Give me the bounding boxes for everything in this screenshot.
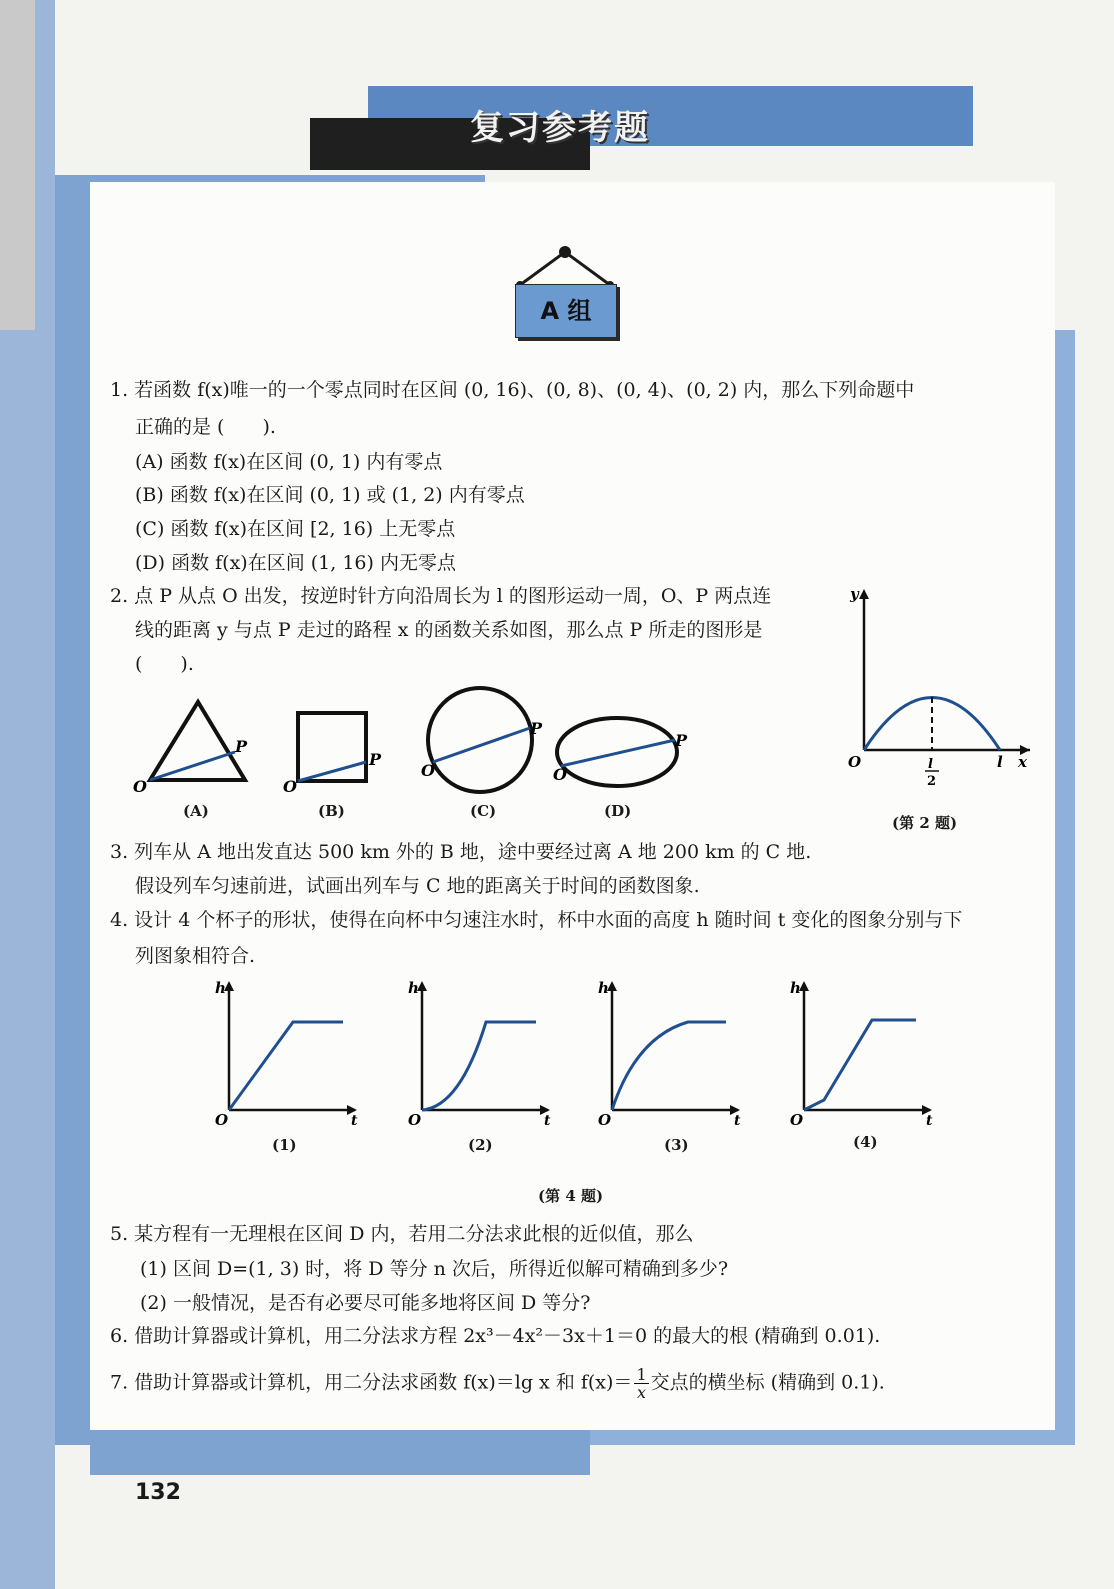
q4-2-h: h	[408, 979, 419, 997]
q4-label-4: (4)	[853, 1133, 878, 1151]
left-grey-strip	[0, 0, 35, 330]
q7-line1	[110, 1366, 885, 1401]
q1-option-a: (A) 函数 f(x)在区间 (0, 1) 内有零点	[135, 451, 443, 473]
page-title: 复习参考题	[470, 108, 650, 148]
q2-option-b-label: (B)	[318, 802, 345, 820]
q5-line2: (1) 区间 D=(1, 3) 时，将 D 等分 n 次后，所得近似解可精确到多少?	[140, 1258, 729, 1280]
q2-c-o: O	[421, 761, 435, 780]
q4-1-t: t	[351, 1113, 358, 1125]
q4-3-t: t	[734, 1113, 741, 1125]
sign-string	[510, 240, 620, 290]
q4-caption: (第 4 题)	[538, 1187, 604, 1205]
q2-ellipse	[553, 718, 688, 786]
q5-line1: 5. 某方程有一无理根在区间 D 内，若用二分法求此根的近似值，那么	[110, 1223, 694, 1245]
q7-frac-den: x	[637, 1383, 647, 1402]
q2-a-o: O	[133, 777, 147, 796]
q2-d-p: P	[675, 731, 688, 750]
q5-line3: (2) 一般情况，是否有必要尽可能多地将区间 D 等分?	[140, 1292, 591, 1314]
q4-3-o: O	[598, 1111, 612, 1125]
q2-b-o: O	[283, 777, 297, 796]
q2-caption: (第 2 题)	[892, 814, 958, 832]
q2-graph-x: x	[1018, 753, 1027, 771]
group-sign	[515, 284, 617, 338]
q4-graph-3	[588, 975, 748, 1125]
q2-d-o: O	[553, 765, 567, 784]
q2-graph-l: l	[997, 753, 1003, 771]
q2-circle	[421, 688, 543, 792]
q4-2-o: O	[408, 1111, 422, 1125]
q2-option-d-label: (D)	[604, 802, 632, 820]
q4-graph-1	[205, 975, 365, 1125]
q2-line2: 线的距离 y 与点 P 走过的路程 x 的函数关系如图，那么点 P 所走的图形是	[135, 619, 763, 641]
q4-graph-4	[780, 975, 940, 1125]
group-label: A 组	[540, 297, 592, 325]
q2-c-p: P	[530, 719, 543, 738]
q2-square	[283, 713, 382, 796]
q6-line1: 6. 借助计算器或计算机，用二分法求方程 2x³－4x²－3x＋1＝0 的最大的根 (精确到 0.01).	[110, 1325, 881, 1347]
q2-a-p: P	[235, 737, 248, 756]
page-number: 132	[135, 1480, 181, 1505]
q1-line2: 正确的是 ( ).	[135, 416, 276, 438]
q1-option-b: (B) 函数 f(x)在区间 (0, 1) 或 (1, 2) 内有零点	[135, 484, 525, 506]
q4-label-1: (1)	[272, 1136, 297, 1154]
q2-graph-o: O	[848, 753, 862, 771]
q2-graph-half-num: l	[928, 757, 933, 772]
q3-line1: 3. 列车从 A 地出发直达 500 km 外的 B 地，途中要经过离 A 地 200 km 的 C 地.	[110, 841, 812, 863]
q1-option-c: (C) 函数 f(x)在区间 [2, 16) 上无零点	[135, 518, 456, 540]
q2-option-c-label: (C)	[470, 802, 497, 820]
q7-post: 交点的横坐标 (精确到 0.1).	[650, 1371, 885, 1394]
q3-line2: 假设列车匀速前进，试画出列车与 C 地的距离关于时间的函数图象.	[135, 875, 700, 897]
q2-graph-half-den: 2	[927, 774, 937, 789]
q4-1-h: h	[215, 979, 226, 997]
q2-triangle	[133, 702, 248, 796]
q7-pre: 7. 借助计算器或计算机，用二分法求函数 f(x)＝lg x 和 f(x)＝	[110, 1371, 633, 1394]
q4-line2: 列图象相符合.	[135, 945, 256, 967]
bottom-blue-strip	[90, 1430, 590, 1475]
q4-4-t: t	[926, 1113, 933, 1125]
q7-frac-num: 1	[636, 1365, 647, 1384]
q1-line1: 1. 若函数 f(x)唯一的一个零点同时在区间 (0, 16)、(0, 8)、(0, 4)、(0, 2) 内，那么下列命题中	[110, 379, 915, 401]
q4-4-h: h	[790, 979, 801, 997]
q4-label-3: (3)	[664, 1136, 689, 1154]
q2-graph	[840, 585, 1040, 790]
q4-1-o: O	[215, 1111, 229, 1125]
q4-graph-2	[398, 975, 558, 1125]
q7-fraction	[634, 1366, 648, 1401]
q4-2-t: t	[544, 1113, 551, 1125]
q4-4-o: O	[790, 1111, 804, 1125]
q2-option-a-label: (A)	[183, 802, 209, 820]
q2-line3: ( ).	[135, 653, 194, 675]
q4-3-h: h	[598, 979, 609, 997]
q2-b-p: P	[369, 750, 382, 769]
q4-line1: 4. 设计 4 个杯子的形状，使得在向杯中匀速注水时，杯中水面的高度 h 随时间 t 变化的图象分别与下	[110, 909, 963, 931]
q1-option-d: (D) 函数 f(x)在区间 (1, 16) 内无零点	[135, 552, 456, 574]
q2-graph-y: y	[850, 585, 859, 603]
q4-label-2: (2)	[468, 1136, 493, 1154]
q2-line1: 2. 点 P 从点 O 出发，按逆时针方向沿周长为 l 的图形运动一周，O、P 两点连	[110, 585, 772, 607]
